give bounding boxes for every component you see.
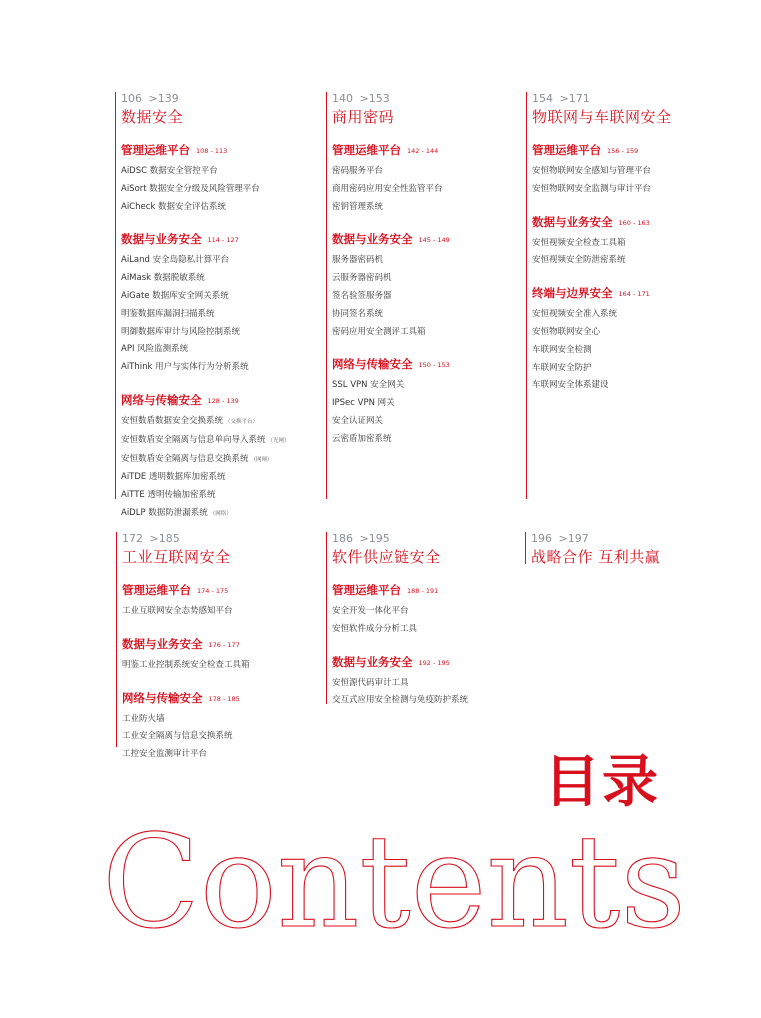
range-arrow-icon: > [359, 92, 369, 105]
product-name: 密钥管理系统 [332, 201, 384, 212]
product-name: 安恒物联网安全监测与审计平台 [532, 183, 652, 194]
section-pages: 114 - 127 [207, 236, 239, 245]
product-name: 安恒视频安全防泄密系统 [532, 255, 626, 266]
product-item[interactable] [332, 413, 517, 431]
product-item[interactable] [121, 341, 316, 359]
page-range-end: 153 [368, 92, 390, 105]
product-name: 云服务器密码机 [332, 273, 392, 284]
section-title: 管理运维平台 [122, 583, 191, 597]
section-heading[interactable] [332, 141, 517, 159]
product-name: 签名验签服务器 [332, 290, 392, 301]
product-item[interactable] [332, 431, 517, 449]
product-list [121, 163, 316, 216]
section-title: 终端与边界安全 [532, 286, 613, 301]
contents-outline-text: Contents [102, 818, 686, 938]
section-title: 数据与业务安全 [121, 232, 202, 247]
toc-column-strategic-cooperation [526, 532, 746, 567]
product-name: 协同签名系统 [332, 308, 384, 319]
section-heading[interactable] [532, 141, 747, 159]
contents-outline-word [100, 818, 690, 938]
section-title: 数据与业务安全 [332, 232, 413, 247]
product-name: 密码应用安全测评工具箱 [332, 326, 426, 337]
product-name: IPSec VPN 网关 [332, 398, 395, 409]
product-list [122, 603, 317, 621]
product-name: AiSort 数据安全分级及风险管理平台 [121, 183, 260, 194]
product-list [532, 306, 747, 395]
page-range-start: 172 [122, 532, 143, 545]
chapter-title[interactable]: 数据安全 [121, 108, 184, 126]
product-name: 工控安全监测审计平台 [122, 749, 208, 760]
section-pages: 145 - 149 [418, 236, 450, 245]
range-arrow-icon: > [559, 92, 569, 105]
product-item[interactable] [332, 163, 517, 181]
toc-column-commercial-crypto [327, 92, 517, 449]
section-heading[interactable] [121, 230, 316, 248]
page-range [531, 532, 746, 545]
section-pages: 160 - 163 [618, 218, 650, 227]
product-name: AiThink 用户与实体行为分析系统 [121, 362, 249, 373]
page-range-start: 186 [332, 532, 353, 545]
product-list [532, 163, 747, 199]
product-item[interactable] [332, 395, 517, 413]
product-name: AiTTE 透明传输加密系统 [121, 490, 216, 501]
section-pages: 178 - 185 [208, 694, 240, 703]
product-name: 交互式应用安全检测与免疫防护系统 [332, 695, 469, 706]
product-note: （交换平台） [225, 418, 259, 425]
section-heading[interactable] [532, 284, 747, 302]
product-item[interactable] [532, 377, 747, 395]
product-item[interactable] [122, 746, 317, 764]
product-item[interactable] [121, 505, 316, 524]
section-title: 管理运维平台 [532, 143, 601, 157]
section-heading[interactable] [332, 355, 517, 373]
toc-column-iot-vehicle [527, 92, 747, 395]
section-title: 管理运维平台 [332, 583, 401, 597]
product-item[interactable] [121, 413, 316, 432]
page-range-end: 195 [368, 532, 390, 545]
product-item[interactable] [122, 657, 317, 675]
product-item[interactable] [532, 360, 747, 378]
product-list [122, 711, 317, 764]
section-heading[interactable] [122, 689, 317, 707]
product-item[interactable] [332, 252, 517, 270]
product-name: 商用密码应用安全性监管平台 [332, 183, 443, 194]
page-range-end: 139 [157, 92, 179, 105]
product-name: AiDSC 数据安全管控平台 [121, 166, 218, 176]
section-title: 管理运维平台 [332, 143, 401, 157]
range-arrow-icon: > [359, 532, 369, 545]
product-item[interactable] [121, 252, 316, 270]
product-item[interactable] [122, 603, 317, 621]
toc-column-software-supply-chain [327, 532, 517, 710]
section-pages: 150 - 153 [418, 361, 450, 370]
product-name: 安恒视频安全准入系统 [532, 309, 618, 320]
section-title: 管理运维平台 [121, 143, 190, 157]
page-range-start: 154 [532, 92, 553, 105]
page-range-end: 171 [568, 92, 590, 105]
section-pages: 176 - 177 [208, 640, 240, 649]
product-item[interactable] [532, 181, 747, 199]
section-heading[interactable] [121, 391, 316, 409]
product-name: AiDLP 数据防泄漏系统 [121, 507, 208, 518]
section-pages: 108 - 113 [196, 147, 228, 155]
product-name: 密码服务平台 [332, 166, 384, 176]
chapter-title[interactable]: 工业互联网安全 [122, 548, 231, 566]
product-name: 安恒物联网安全心 [532, 326, 601, 337]
product-list [332, 163, 517, 216]
page-range [122, 532, 317, 545]
section-pages: 174 - 175 [197, 587, 229, 595]
product-list [332, 252, 517, 341]
product-name: 明御数据库审计与风险控制系统 [121, 326, 241, 337]
page-range-end: 197 [567, 532, 589, 545]
page-range [121, 92, 316, 105]
contents-title-chinese: 目录 [544, 750, 660, 815]
product-item[interactable] [332, 377, 517, 395]
product-name: 车联网安全检测 [532, 344, 592, 355]
product-note: （网络） [209, 510, 232, 517]
product-item[interactable] [121, 288, 316, 306]
product-name: 安恒数盾安全隔离与信息交换系统 [121, 453, 249, 464]
product-item[interactable] [332, 306, 517, 324]
product-item[interactable] [121, 306, 316, 324]
section-title: 数据与业务安全 [532, 214, 613, 229]
product-list [121, 252, 316, 377]
product-name: 明鉴工业控制系统安全检查工具箱 [122, 659, 250, 670]
product-item[interactable] [532, 342, 747, 360]
product-item[interactable] [332, 675, 517, 693]
page-range-start: 140 [332, 92, 353, 105]
product-name: 安恒数盾安全隔离与信息单向导入系统 [121, 434, 266, 445]
product-item[interactable] [332, 603, 517, 621]
product-name: 安恒物联网安全感知与管理平台 [532, 166, 652, 176]
page-range [332, 532, 517, 545]
product-item[interactable] [122, 711, 317, 729]
section-pages: 156 - 159 [607, 147, 639, 155]
product-item[interactable] [121, 432, 316, 451]
product-item[interactable] [122, 728, 317, 746]
product-item[interactable] [332, 181, 517, 199]
section-title: 网络与传输安全 [121, 392, 202, 407]
product-item[interactable] [332, 692, 517, 710]
product-item[interactable] [121, 181, 316, 199]
chapter-title[interactable]: 商用密码 [332, 108, 395, 126]
section-pages: 142 - 144 [407, 147, 439, 155]
product-item[interactable] [532, 163, 747, 181]
product-list [532, 235, 747, 271]
product-name: 明鉴数据库漏洞扫描系统 [121, 308, 215, 319]
product-item[interactable] [532, 306, 747, 324]
page-range-start: 196 [531, 532, 552, 545]
section-title: 网络与传输安全 [122, 690, 203, 705]
product-list [332, 603, 517, 639]
product-name: AiCheck 数据安全评估系统 [121, 201, 227, 212]
product-name: 安恒数盾数据安全交换系统 [121, 415, 224, 426]
product-list [122, 657, 317, 675]
product-item[interactable] [121, 324, 316, 342]
range-arrow-icon: > [149, 532, 159, 545]
product-name: AiLand 安全岛隐私计算平台 [121, 255, 230, 266]
product-name: 安全认证网关 [332, 415, 384, 426]
product-item[interactable] [121, 163, 316, 181]
product-list [332, 675, 517, 711]
product-item[interactable] [121, 199, 316, 217]
chapter-title[interactable]: 战略合作 互利共赢 [531, 548, 661, 566]
product-name: API 风险监测系统 [121, 344, 189, 355]
toc-column-data-security [116, 92, 316, 524]
section-heading[interactable] [121, 141, 316, 159]
product-name: 安恒视频安全检查工具箱 [532, 237, 626, 248]
product-item[interactable] [121, 451, 316, 470]
product-note: （光闸） [267, 437, 290, 444]
product-name: AiGate 数据库安全网关系统 [121, 290, 229, 301]
product-item[interactable] [532, 324, 747, 342]
product-name: 安恒源代码审计工具 [332, 677, 409, 688]
section-heading[interactable] [332, 230, 517, 248]
section-title: 数据与业务安全 [332, 654, 413, 669]
section-heading[interactable] [122, 581, 317, 599]
section-title: 数据与业务安全 [122, 636, 203, 651]
product-name: 工业互联网安全态势感知平台 [122, 606, 233, 616]
product-note: （网闸） [250, 456, 273, 463]
product-name: AiTDE 透明数据库加密系统 [121, 472, 226, 483]
section-title: 网络与传输安全 [332, 357, 413, 372]
range-arrow-icon: > [148, 92, 158, 105]
page-range-start: 106 [121, 92, 142, 105]
section-heading[interactable] [532, 213, 747, 231]
section-heading[interactable] [332, 581, 517, 599]
product-name: 安恒软件成分分析工具 [332, 623, 418, 634]
section-heading[interactable] [332, 653, 517, 671]
page-range [332, 92, 517, 105]
product-item[interactable] [532, 235, 747, 253]
chapter-title[interactable]: 软件供应链安全 [332, 548, 441, 566]
product-item[interactable] [532, 252, 747, 270]
product-list [332, 377, 517, 448]
product-name: 安全开发一体化平台 [332, 606, 409, 616]
section-pages: 128 - 139 [207, 396, 239, 405]
product-name: AiMask 数据脱敏系统 [121, 273, 205, 284]
page-range [532, 92, 747, 105]
product-item[interactable] [332, 199, 517, 217]
product-item[interactable] [332, 621, 517, 639]
chapter-title[interactable]: 物联网与车联网安全 [532, 108, 672, 126]
product-name: 车联网安全防护 [532, 362, 592, 373]
product-list [121, 413, 316, 524]
product-name: SSL VPN 安全网关 [332, 380, 405, 391]
page-range-end: 185 [158, 532, 180, 545]
section-heading[interactable] [122, 635, 317, 653]
section-pages: 164 - 171 [618, 290, 650, 299]
range-arrow-icon: > [558, 532, 568, 545]
product-item[interactable] [332, 288, 517, 306]
product-name: 工业防火墙 [122, 713, 165, 724]
product-name: 云密盾加密系统 [332, 433, 392, 444]
product-name: 服务器密码机 [332, 255, 384, 266]
product-name: 车联网安全体系建设 [532, 380, 609, 391]
product-item[interactable] [121, 487, 316, 505]
toc-column-industrial-internet [117, 532, 317, 764]
product-item[interactable] [121, 270, 316, 288]
section-pages: 192 - 195 [418, 658, 450, 667]
product-item[interactable] [121, 469, 316, 487]
product-name: 工业安全隔离与信息交换系统 [122, 731, 233, 742]
product-item[interactable] [121, 359, 316, 377]
product-item[interactable] [332, 270, 517, 288]
section-pages: 188 - 191 [407, 587, 439, 595]
product-item[interactable] [332, 324, 517, 342]
